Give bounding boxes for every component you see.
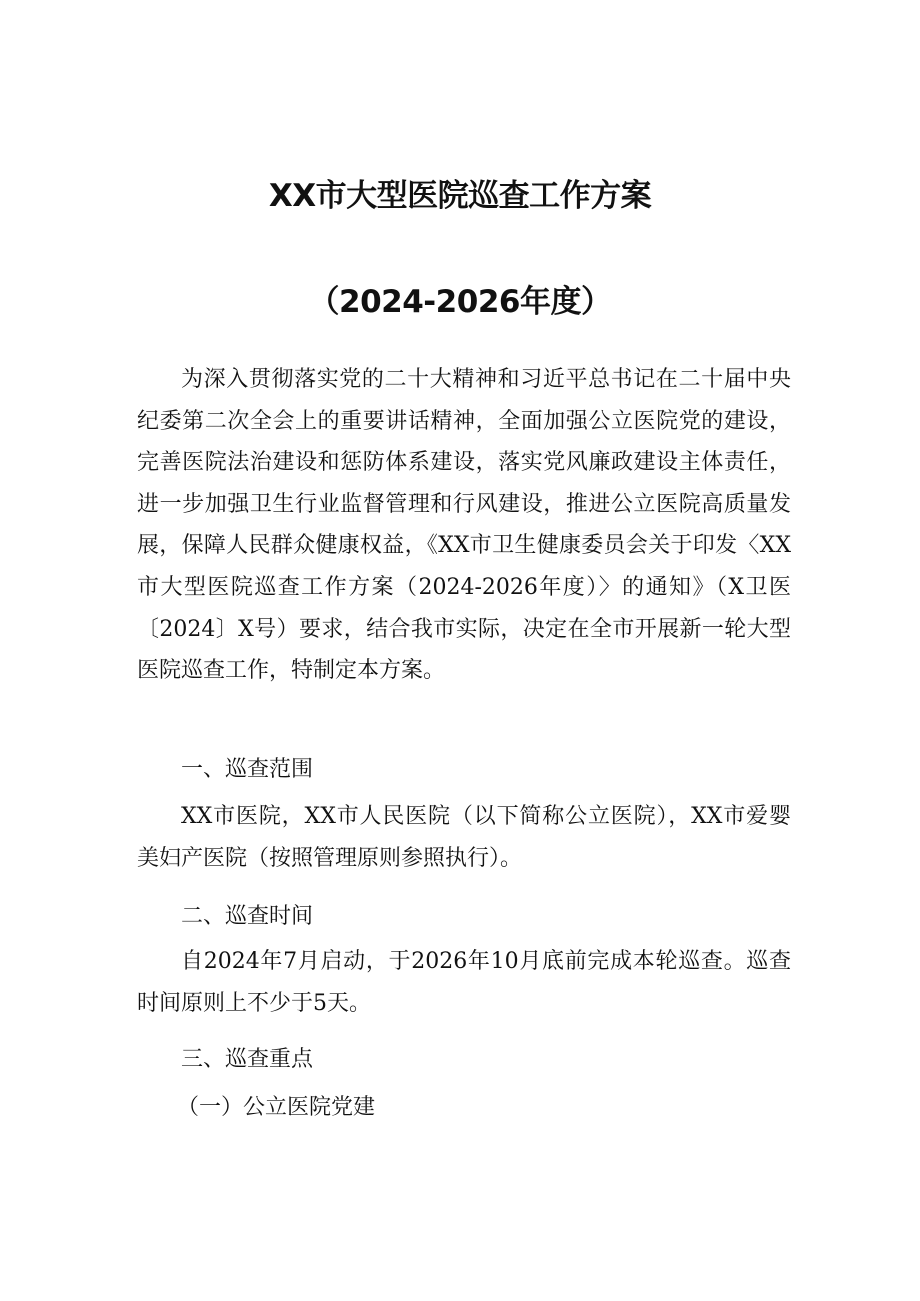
section-body-text: 自2024年7月启动，于2026年10月底前完成本轮巡查。巡查时间原则上不少于5天。: [137, 949, 791, 1016]
intro-text: 为深入贯彻落实党的二十大精神和习近平总书记在二十届中央纪委第二次全会上的重要讲话精神，全面加强公立医院党的建设，完善医院法治建设和惩防体系建设，落实党风廉政建设主体责任，进一步加强卫生行业监督管理和行风建设，推进公立医院高质量发展，保障人民群众健康权益，《XX市卫生健康委员会关于印发〈XX市大型医院巡查工作方案（2024-2026年度）〉的通知》（X卫医〔2024〕X号）要求，结合我市实际，决定在全市开展新一轮大型医院巡查工作，特制定本方案。: [137, 367, 791, 684]
section-heading-focus: [137, 1039, 791, 1081]
section-heading-text: 一、巡查范围: [181, 757, 314, 782]
sub-heading-text: （一）公立医院党建: [177, 1095, 376, 1120]
section-heading-scope: [137, 749, 791, 791]
sub-heading-party-building: [137, 1087, 791, 1129]
intro-paragraph: [137, 359, 791, 692]
section-heading-text: 二、巡查时间: [181, 904, 314, 929]
document-subtitle: （2024-2026年度）: [308, 284, 612, 320]
section-body-text: XX市医院，XX市人民医院（以下简称公立医院），XX市爱婴美妇产医院（按照管理原则参照执行）。: [137, 804, 791, 871]
section-body-scope: [137, 796, 791, 879]
document-title: XX市大型医院巡查工作方案: [268, 178, 652, 214]
section-heading-text: 三、巡查重点: [181, 1047, 314, 1072]
section-heading-time: [137, 896, 791, 938]
section-body-time: [137, 941, 791, 1024]
